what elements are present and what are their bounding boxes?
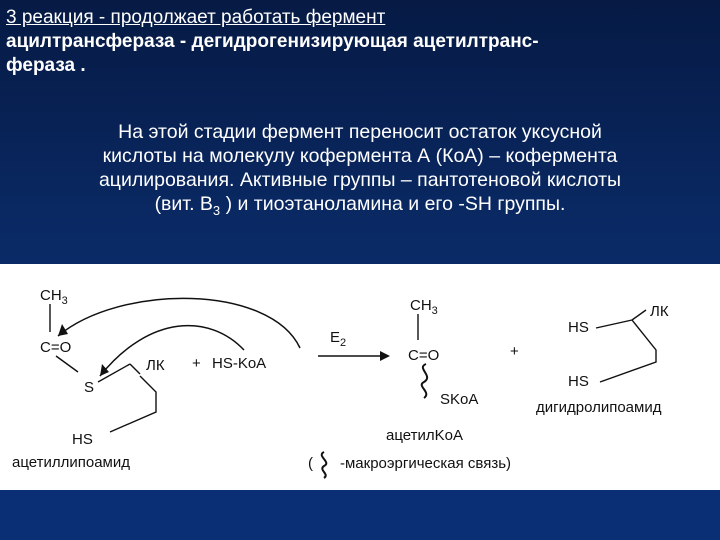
left-s: S <box>84 379 95 396</box>
legend-open-paren: ( <box>308 455 313 472</box>
plus-sign-1: + <box>192 355 201 372</box>
product-ch3: $CH_3$ <box>410 297 438 317</box>
reaction-scheme-panel <box>0 264 720 490</box>
chain-to-hs <box>110 376 156 432</box>
left-co: C=O <box>40 339 72 356</box>
left-lk: ЛК <box>146 357 165 374</box>
title-line-3: фераза . <box>6 55 86 76</box>
title-line-1: 3 реакция - продолжает работать фермент <box>6 7 386 28</box>
paragraph-line-2: кислоты на молекулу кофермента А (КоА) – кофермента <box>102 145 618 167</box>
bottom-background-strip <box>0 490 720 540</box>
plus-sign-2: + <box>510 343 519 360</box>
product-skoa: SKoA <box>440 391 479 408</box>
bond-c-s <box>56 356 78 372</box>
paragraph-line-4-b: ) и тиоэтаноламина и его -SH группы. <box>220 193 566 215</box>
reagent-hs-koa: HS-KoA <box>212 355 267 372</box>
right-hs-1: HS <box>568 319 589 336</box>
left-name: ацетиллипоамид <box>12 454 130 471</box>
bond-chain-1 <box>130 364 140 374</box>
paragraph-line-4 <box>22 192 698 223</box>
right-lk: ЛК <box>650 303 669 320</box>
arrow-head-2 <box>100 364 109 376</box>
left-ch3: $CH_3$ <box>40 287 68 307</box>
product-name: ацетилKoA <box>386 427 463 444</box>
left-hs: HS <box>72 431 93 448</box>
paragraph-line-1: На этой стадии фермент переносит остаток уксусной <box>118 121 602 143</box>
vitamin-subscript: 3 <box>212 202 221 218</box>
enzyme-label: $E_2$ <box>330 329 347 349</box>
right-name: дигидролипоамид <box>536 399 662 416</box>
right-hs-2: HS <box>568 373 589 390</box>
legend-text: -макроэргическая связь) <box>340 455 512 472</box>
paragraph-line-4-a: (вит. В <box>154 193 213 215</box>
legend-macroergic-symbol <box>322 452 327 478</box>
paragraph-line-3: ацилирования. Активные группы – пантотеновой кислоты <box>98 169 622 191</box>
title-line-2: ацилтрансфераза - дегидрогенизирующая ацетилтранс- <box>6 31 539 52</box>
reaction-arrow-head <box>380 351 390 361</box>
slide-title <box>6 6 711 78</box>
description-paragraph <box>22 120 698 223</box>
right-bond-1 <box>596 320 632 328</box>
arrow-acetyl-transfer <box>58 298 300 348</box>
reaction-scheme <box>0 264 720 490</box>
macroergic-bond-symbol <box>422 364 427 398</box>
right-bond-2 <box>632 310 646 320</box>
product-co: C=O <box>408 347 440 364</box>
right-chain <box>600 320 656 382</box>
